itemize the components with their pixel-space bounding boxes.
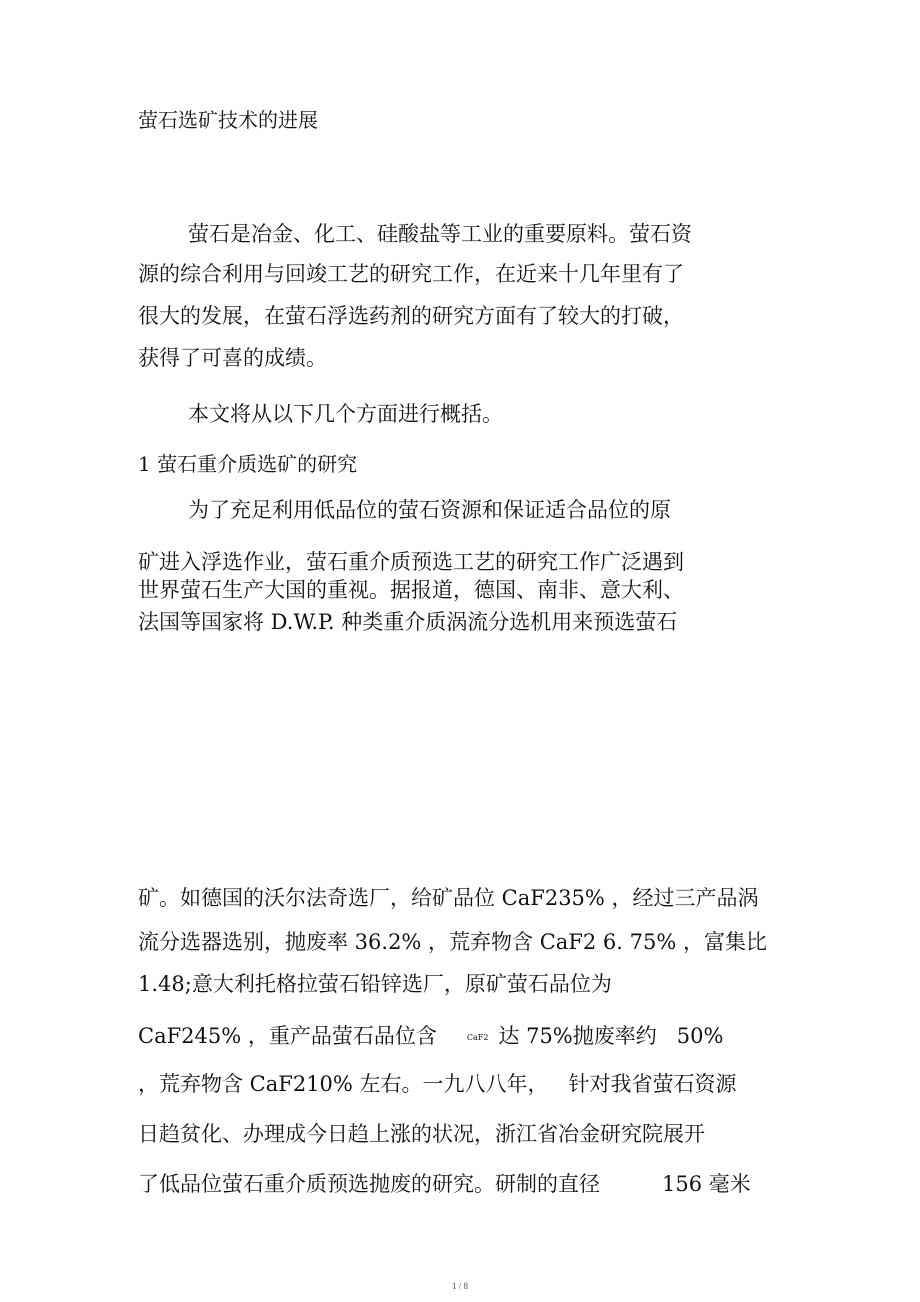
paragraph-line: 世界萤石生产大国的重视。据报道，德国、南非、意大利、 bbox=[138, 578, 684, 602]
paragraph-line: 萤石是冶金、化工、硅酸盐等工业的重要原料。萤石资 bbox=[188, 222, 692, 246]
paragraph-line: 流分选器选别，抛废率 36.2% ，荒弃物含 CaF2 6. 75% ，富集比 bbox=[138, 930, 767, 954]
text-segment: 了低品位萤石重介质预选抛废的研究。研制的直径 bbox=[138, 1172, 600, 1196]
paragraph-line: 矿。如德国的沃尔法奇选厂，给矿品位 CaF235% ，经过三产品涡 bbox=[138, 886, 759, 910]
text-segment: CaF245% ，重产品萤石品位含 bbox=[138, 1024, 437, 1048]
paragraph-line: 矿进入浮选作业，萤石重介质预选工艺的研究工作广泛遇到 bbox=[138, 550, 684, 574]
paragraph-line: 为了充足利用低品位的萤石资源和保证适合品位的原 bbox=[188, 498, 671, 522]
paragraph-line bbox=[138, 1024, 723, 1050]
paragraph-line: 很大的发展，在萤石浮选药剂的研究方面有了较大的打破， bbox=[138, 304, 684, 328]
paragraph-line: 源的综合利用与回竣工艺的研究工作，在近来十几年里有了 bbox=[138, 262, 684, 286]
paragraph-line bbox=[138, 1072, 737, 1096]
text-segment: 50% bbox=[676, 1024, 724, 1048]
section-heading: 1 萤石重介质选矿的研究 bbox=[138, 452, 358, 476]
paragraph-line: 日趋贫化、办理成今日趋上涨的状况，浙江省冶金研究院展开 bbox=[138, 1122, 705, 1146]
text-segment: 针对我省萤石资源 bbox=[568, 1072, 737, 1096]
paragraph-line: 1.48;意大利托格拉萤石铅锌选厂，原矿萤石品位为 bbox=[138, 972, 612, 996]
page-number: 1 / 8 bbox=[451, 1281, 468, 1291]
small-formula-label: CaF2 bbox=[466, 1032, 489, 1042]
text-segment: 156 毫米 bbox=[662, 1172, 751, 1196]
paragraph-line bbox=[138, 1172, 751, 1196]
document-title: 萤石选矿技术的进展 bbox=[138, 108, 318, 132]
paragraph-line: 法国等国家将 D.W.P. 种类重介质涡流分选机用来预选萤石 bbox=[138, 610, 678, 634]
text-segment: ，荒弃物含 CaF210% 左右。一九八八年， bbox=[138, 1072, 549, 1096]
paragraph-line: 获得了可喜的成绩。 bbox=[138, 346, 327, 370]
text-segment: 达 75%抛废率约 bbox=[498, 1024, 657, 1048]
paragraph-line: 本文将从以下几个方面进行概括。 bbox=[188, 402, 503, 426]
